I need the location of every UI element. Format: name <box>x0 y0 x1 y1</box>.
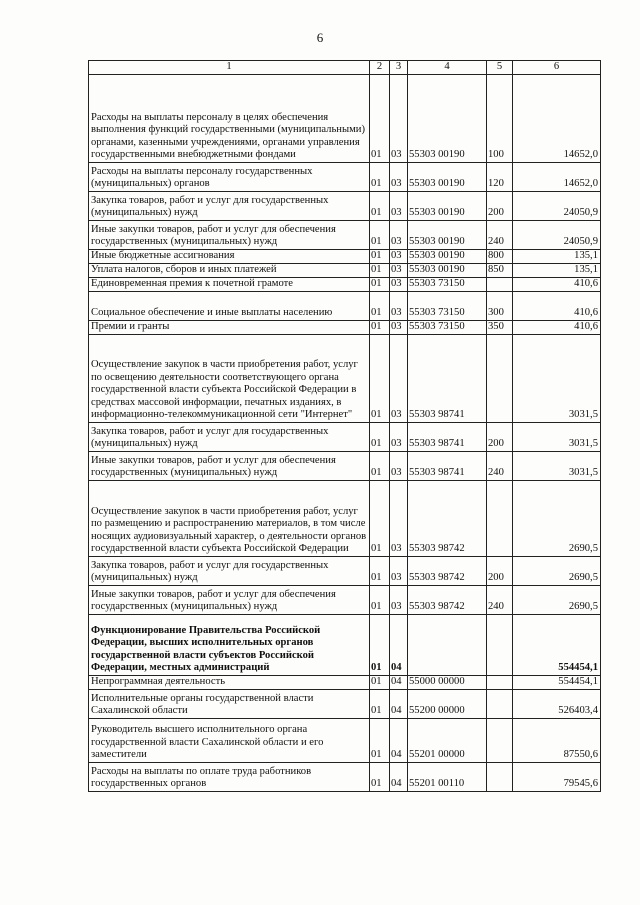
row-expense-type: 300 <box>487 292 513 321</box>
row-expense-type <box>487 615 513 676</box>
row-subsection: 04 <box>390 719 408 763</box>
row-expense-type: 200 <box>487 423 513 452</box>
row-section: 01 <box>370 192 390 221</box>
row-expense-type <box>487 690 513 719</box>
row-subsection: 03 <box>390 163 408 192</box>
row-target-article: 55303 98741 <box>408 335 487 423</box>
table-row <box>89 292 601 321</box>
table-row <box>89 335 601 423</box>
row-expense-type: 120 <box>487 163 513 192</box>
row-amount: 410,6 <box>513 278 601 292</box>
row-amount: 14652,0 <box>513 163 601 192</box>
row-section: 01 <box>370 615 390 676</box>
row-expense-type <box>487 763 513 792</box>
row-expense-type <box>487 335 513 423</box>
row-expense-type: 850 <box>487 264 513 278</box>
row-expense-type: 240 <box>487 586 513 615</box>
table-row <box>89 719 601 763</box>
row-section: 01 <box>370 221 390 250</box>
row-target-article: 55201 00110 <box>408 763 487 792</box>
row-subsection: 03 <box>390 221 408 250</box>
row-subsection: 03 <box>390 321 408 335</box>
row-section: 01 <box>370 292 390 321</box>
row-name: Расходы на выплаты по оплате труда работников государственных органов <box>89 763 370 792</box>
row-name: Исполнительные органы государственной власти Сахалинской области <box>89 690 370 719</box>
row-subsection: 03 <box>390 264 408 278</box>
row-amount: 410,6 <box>513 321 601 335</box>
table-row <box>89 163 601 192</box>
table-row <box>89 264 601 278</box>
row-amount: 554454,1 <box>513 615 601 676</box>
row-section: 01 <box>370 335 390 423</box>
row-target-article: 55303 73150 <box>408 321 487 335</box>
row-section: 01 <box>370 763 390 792</box>
row-name: Уплата налогов, сборов и иных платежей <box>89 264 370 278</box>
table-row <box>89 321 601 335</box>
row-subsection: 03 <box>390 557 408 586</box>
table-row <box>89 423 601 452</box>
header-col-4: 4 <box>408 61 487 75</box>
row-subsection: 03 <box>390 192 408 221</box>
row-target-article: 55303 73150 <box>408 278 487 292</box>
row-name: Иные бюджетные ассигнования <box>89 250 370 264</box>
table-row <box>89 221 601 250</box>
table-row <box>89 690 601 719</box>
header-col-2: 2 <box>370 61 390 75</box>
row-expense-type: 100 <box>487 75 513 163</box>
row-name: Иные закупки товаров, работ и услуг для обеспечения государственных (муниципальных) нужд <box>89 586 370 615</box>
budget-table <box>88 60 601 792</box>
table-row <box>89 278 601 292</box>
row-section: 01 <box>370 690 390 719</box>
row-section: 01 <box>370 264 390 278</box>
row-expense-type: 240 <box>487 452 513 481</box>
table-row <box>89 250 601 264</box>
table-row <box>89 586 601 615</box>
row-subsection: 04 <box>390 690 408 719</box>
row-name: Иные закупки товаров, работ и услуг для обеспечения государственных (муниципальных) нужд <box>89 221 370 250</box>
row-amount: 410,6 <box>513 292 601 321</box>
row-section: 01 <box>370 586 390 615</box>
row-name: Осуществление закупок в части приобретения работ, услуг по освещению деятельности соответствующего органа государственной власти субъекта Российской Федерации в средствах массовой информации, печатных изданиях, в информационно-телекоммуникационной сети "Интернет" <box>89 335 370 423</box>
row-target-article: 55303 00190 <box>408 264 487 278</box>
row-subsection: 03 <box>390 335 408 423</box>
row-amount: 526403,4 <box>513 690 601 719</box>
row-subsection: 04 <box>390 763 408 792</box>
row-target-article: 55303 00190 <box>408 75 487 163</box>
row-subsection: 03 <box>390 423 408 452</box>
row-expense-type <box>487 481 513 557</box>
table-row <box>89 452 601 481</box>
row-expense-type: 800 <box>487 250 513 264</box>
row-target-article: 55303 00190 <box>408 221 487 250</box>
row-target-article: 55303 00190 <box>408 163 487 192</box>
row-target-article: 55201 00000 <box>408 719 487 763</box>
row-name: Функционирование Правительства Российской Федерации, высших исполнительных органов государственной власти субъектов Российской Федерации, местных администраций <box>89 615 370 676</box>
row-amount: 87550,6 <box>513 719 601 763</box>
row-name: Закупка товаров, работ и услуг для государственных (муниципальных) нужд <box>89 557 370 586</box>
row-expense-type <box>487 719 513 763</box>
row-name: Единовременная премия к почетной грамоте <box>89 278 370 292</box>
row-amount: 79545,6 <box>513 763 601 792</box>
row-amount: 135,1 <box>513 250 601 264</box>
row-subsection: 04 <box>390 615 408 676</box>
row-target-article <box>408 615 487 676</box>
row-section: 01 <box>370 676 390 690</box>
row-name: Непрограммная деятельность <box>89 676 370 690</box>
header-col-1: 1 <box>89 61 370 75</box>
table-row <box>89 481 601 557</box>
row-target-article: 55303 73150 <box>408 292 487 321</box>
table-row <box>89 763 601 792</box>
row-amount: 3031,5 <box>513 335 601 423</box>
header-row <box>89 61 601 75</box>
row-subsection: 03 <box>390 250 408 264</box>
row-section: 01 <box>370 278 390 292</box>
row-amount: 14652,0 <box>513 75 601 163</box>
row-expense-type <box>487 676 513 690</box>
row-amount: 3031,5 <box>513 452 601 481</box>
header-col-5: 5 <box>487 61 513 75</box>
row-name: Закупка товаров, работ и услуг для государственных (муниципальных) нужд <box>89 192 370 221</box>
row-subsection: 04 <box>390 676 408 690</box>
row-target-article: 55303 98742 <box>408 586 487 615</box>
row-subsection: 03 <box>390 292 408 321</box>
row-section: 01 <box>370 423 390 452</box>
table-row <box>89 557 601 586</box>
row-subsection: 03 <box>390 586 408 615</box>
row-name: Закупка товаров, работ и услуг для государственных (муниципальных) нужд <box>89 423 370 452</box>
row-amount: 2690,5 <box>513 557 601 586</box>
header-col-6: 6 <box>513 61 601 75</box>
row-name: Премии и гранты <box>89 321 370 335</box>
row-name: Осуществление закупок в части приобретения работ, услуг по размещению и распространению материалов, в том числе носящих аудиовизуальный характер, о деятельности органов государственной власти субъекта Российской Федерации <box>89 481 370 557</box>
row-section: 01 <box>370 452 390 481</box>
row-amount: 24050,9 <box>513 192 601 221</box>
row-target-article: 55303 98742 <box>408 481 487 557</box>
header-col-3: 3 <box>390 61 408 75</box>
row-target-article: 55303 98741 <box>408 423 487 452</box>
row-name: Расходы на выплаты персоналу государственных (муниципальных) органов <box>89 163 370 192</box>
row-amount: 24050,9 <box>513 221 601 250</box>
row-section: 01 <box>370 75 390 163</box>
row-subsection: 03 <box>390 452 408 481</box>
row-target-article: 55303 98742 <box>408 557 487 586</box>
row-target-article: 55303 00190 <box>408 250 487 264</box>
row-name: Иные закупки товаров, работ и услуг для обеспечения государственных (муниципальных) нужд <box>89 452 370 481</box>
table-row <box>89 75 601 163</box>
page-number: 6 <box>316 30 324 45</box>
table-row <box>89 676 601 690</box>
row-amount: 3031,5 <box>513 423 601 452</box>
table-row <box>89 192 601 221</box>
row-amount: 2690,5 <box>513 481 601 557</box>
row-target-article: 55303 98741 <box>408 452 487 481</box>
row-amount: 135,1 <box>513 264 601 278</box>
row-expense-type: 200 <box>487 192 513 221</box>
row-section: 01 <box>370 163 390 192</box>
row-expense-type: 240 <box>487 221 513 250</box>
row-target-article: 55303 00190 <box>408 192 487 221</box>
row-section: 01 <box>370 481 390 557</box>
row-subsection: 03 <box>390 278 408 292</box>
row-expense-type <box>487 278 513 292</box>
row-section: 01 <box>370 557 390 586</box>
row-name: Руководитель высшего исполнительного органа государственной власти Сахалинской области и его заместители <box>89 719 370 763</box>
row-amount: 554454,1 <box>513 676 601 690</box>
row-target-article: 55200 00000 <box>408 690 487 719</box>
row-expense-type: 350 <box>487 321 513 335</box>
row-amount: 2690,5 <box>513 586 601 615</box>
row-section: 01 <box>370 719 390 763</box>
row-section: 01 <box>370 250 390 264</box>
row-name: Социальное обеспечение и иные выплаты населению <box>89 292 370 321</box>
row-subsection: 03 <box>390 481 408 557</box>
row-expense-type: 200 <box>487 557 513 586</box>
table-row <box>89 615 601 676</box>
row-section: 01 <box>370 321 390 335</box>
row-subsection: 03 <box>390 75 408 163</box>
row-name: Расходы на выплаты персоналу в целях обеспечения выполнения функций государственными (муниципальными) органами, казенными учреждениями, органами управления государственными внебюджетными фондами <box>89 75 370 163</box>
row-target-article: 55000 00000 <box>408 676 487 690</box>
